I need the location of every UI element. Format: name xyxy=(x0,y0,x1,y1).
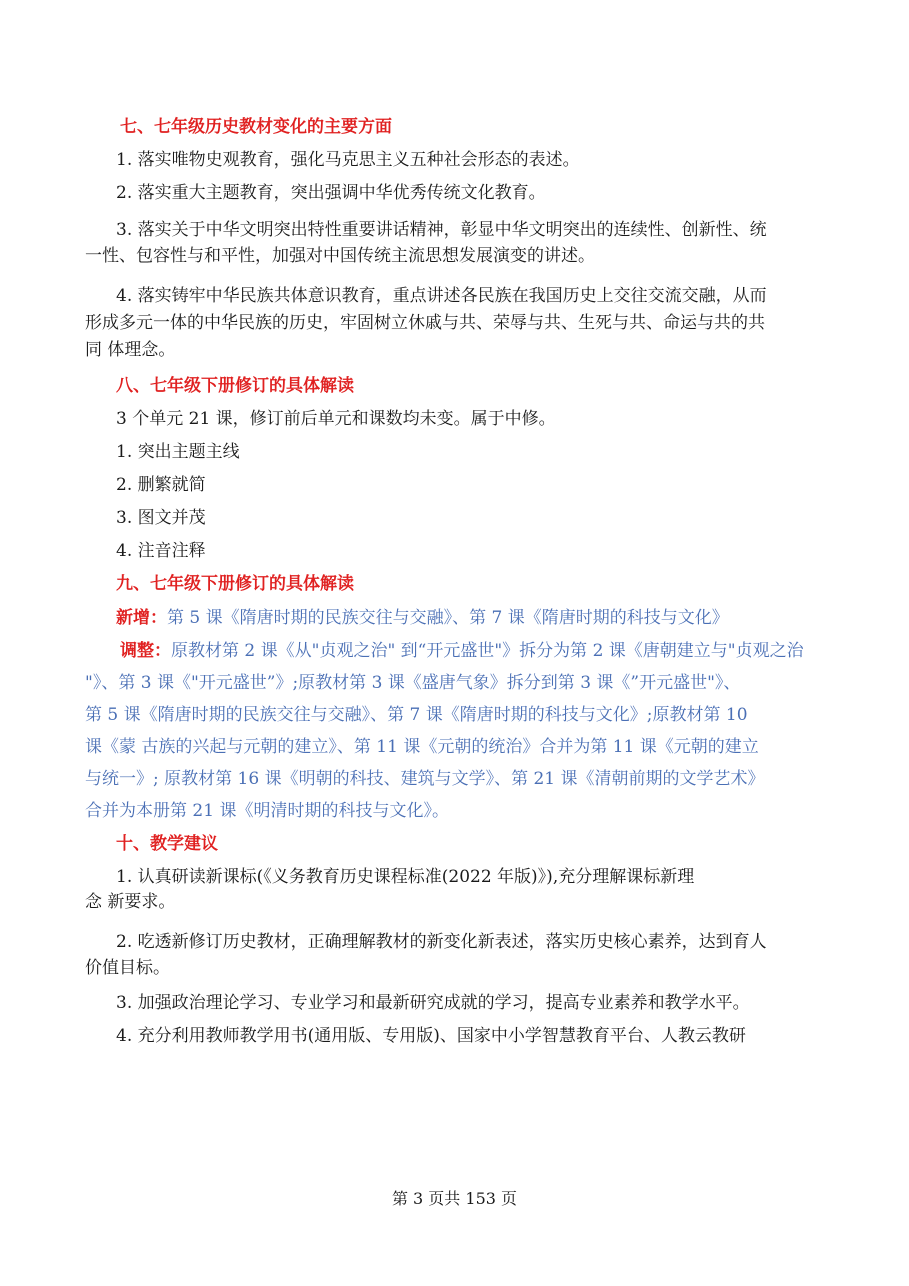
section-8-item-3: 3. 图文并茂 xyxy=(116,508,206,528)
section-8-heading: 八、七年级下册修订的具体解读 xyxy=(116,376,354,396)
section-9-adjust xyxy=(120,635,865,668)
section-7-item-2: 2. 落实重大主题教育，突出强调中华优秀传统文化教育。 xyxy=(116,183,546,203)
adjust-line-4: 课《蒙 古族的兴起与元朝的建立》、第 11 课《元朝的统治》合并为第 11 课《元朝的建立 xyxy=(85,737,759,757)
added-label: 新增： xyxy=(116,608,167,628)
section-10-item-2-cont: 价值目标。 xyxy=(85,958,170,978)
adjust-line-2: "》、第 3 课《"开元盛世”》;原教材第 3 课《盛唐气象》拆分到第 3 课《”开元盛世"》、 xyxy=(85,673,741,693)
section-8-item-2: 2. 删繁就简 xyxy=(116,475,206,495)
adjust-line-6: 合并为本册第 21 课《明清时期的科技与文化》。 xyxy=(85,801,449,821)
section-7-item-3-cont: 一性、包容性与和平性，加强对中国传统主流思想发展演变的讲述。 xyxy=(85,246,595,266)
section-9-added xyxy=(116,602,861,635)
adjust-line-3: 第 5 课《隋唐时期的民族交往与交融》、第 7 课《隋唐时期的科技与文化》;原教材第 10 xyxy=(85,705,748,725)
section-10-item-1-cont: 念 新要求。 xyxy=(85,892,176,912)
section-8-item-4: 4. 注音注释 xyxy=(116,541,206,561)
section-10-item-3: 3. 加强政治理论学习、专业学习和最新研究成就的学习，提高专业素养和教学水平。 xyxy=(116,993,750,1013)
section-10-item-1: 1. 认真研读新课标(《义务教育历史课程标准(2022 年版)》),充分理解课标新理 xyxy=(116,867,695,887)
section-7-item-4-cont2: 同 体理念。 xyxy=(85,340,176,360)
section-7-item-3: 3. 落实关于中华文明突出特性重要讲话精神，彰显中华文明突出的连续性、创新性、统 xyxy=(116,220,767,240)
added-text: 第 5 课《隋唐时期的民族交往与交融》、第 7 课《隋唐时期的科技与文化》 xyxy=(167,608,729,628)
adjust-label: 调整： xyxy=(120,641,171,661)
section-10-item-4: 4. 充分利用教师教学用书(通用版、专用版)、国家中小学智慧教育平台、人教云教研 xyxy=(116,1026,746,1046)
section-10-item-2: 2. 吃透新修订历史教材，正确理解教材的新变化新表述，落实历史核心素养，达到育人 xyxy=(116,932,767,952)
adjust-line-1: 原教材第 2 课《从"贞观之治" 到“开元盛世"》拆分为第 2 课《唐朝建立与"贞观之治 xyxy=(171,641,804,661)
section-10-heading: 十、教学建议 xyxy=(116,834,218,854)
page-number-footer: 第 3 页共 153 页 xyxy=(391,1189,518,1208)
section-7-item-1: 1. 落实唯物史观教育，强化马克思主义五种社会形态的表述。 xyxy=(116,150,580,170)
section-8-item-1: 1. 突出主题主线 xyxy=(116,442,240,462)
adjust-line-5: 与统一》; 原教材第 16 课《明朝的科技、建筑与文学》、第 21 课《清朝前期的文学艺术》 xyxy=(85,769,765,789)
section-7-item-4-cont: 形成多元一体的中华民族的历史，牢固树立休戚与共、荣辱与共、生死与共、命运与共的共 xyxy=(85,313,765,333)
section-9-heading: 九、七年级下册修订的具体解读 xyxy=(116,574,354,594)
section-7-heading: 七、七年级历史教材变化的主要方面 xyxy=(120,117,392,137)
section-7-item-4: 4. 落实铸牢中华民族共体意识教育，重点讲述各民族在我国历史上交往交流交融，从而 xyxy=(116,286,767,306)
section-8-intro: 3 个单元 21 课，修订前后单元和课数均未变。属于中修。 xyxy=(116,409,556,429)
